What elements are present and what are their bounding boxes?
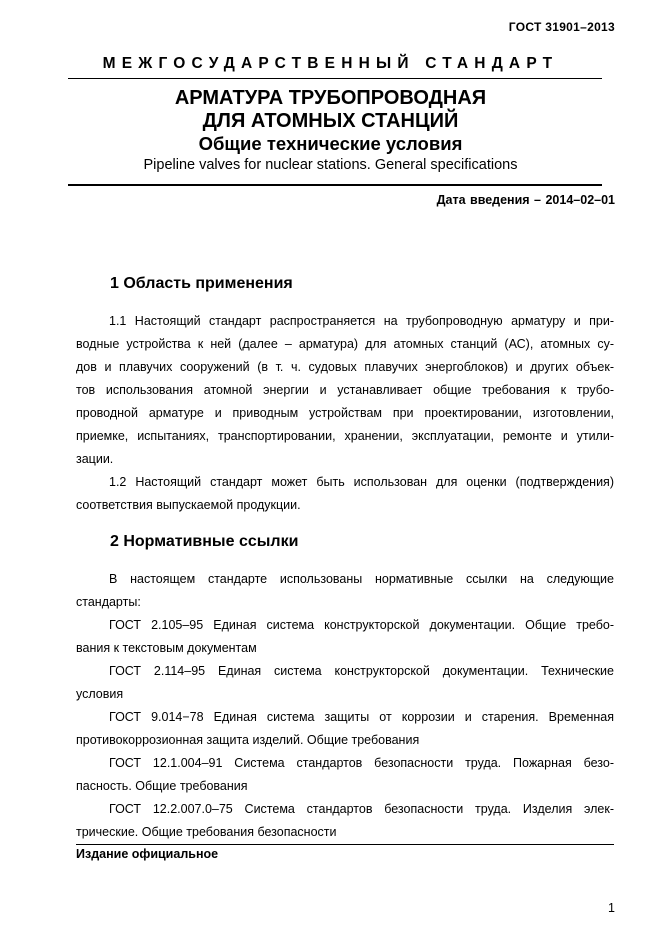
title-line-1: АРМАТУРА ТРУБОПРОВОДНАЯ: [174, 87, 487, 109]
reference-line: условия: [76, 687, 124, 701]
title-bottom-rule: [68, 184, 602, 186]
section-1-heading: 1 Область применения: [110, 275, 293, 292]
paragraph-line: В настоящем стандарте использованы нормативные ссылки на следующие: [109, 572, 614, 586]
paragraph-line: стандарты:: [76, 595, 141, 609]
introduction-date: Дата введения – 2014–02–01: [436, 193, 615, 207]
reference-line: ГОСТ 2.105–95 Единая система конструкторской документации. Общие требо-: [109, 618, 614, 632]
reference-line: ГОСТ 9.014−78 Единая система защиты от коррозии и старения. Временная: [109, 710, 614, 724]
reference-line: ГОСТ 12.1.004–91 Система стандартов безопасности труда. Пожарная безо-: [109, 756, 614, 770]
paragraph-line: 1.1 Настоящий стандарт распространяется на трубопроводную арматуру и при-: [109, 314, 614, 328]
paragraph-line: зации.: [76, 452, 114, 466]
paragraph-line: тов использования атомной энергии и устанавливает общие требования к трубо-: [76, 383, 614, 397]
paragraph-line: соответствия выпускаемой продукции.: [76, 498, 301, 512]
interstate-standard-label: МЕЖГОСУДАРСТВЕННЫЙ СТАНДАРТ: [102, 55, 559, 72]
reference-line: вания к текстовым документам: [76, 641, 257, 655]
footer-rule: [76, 844, 614, 845]
official-edition-note: Издание официальное: [76, 847, 219, 861]
reference-line: трические. Общие требования безопасности: [76, 825, 337, 839]
paragraph-line: 1.2 Настоящий стандарт может быть использован для оценки (подтверждения): [109, 475, 614, 489]
paragraph-line: водные устройства к ней (далее – арматура) для атомных станций (АС), атомных су-: [76, 337, 614, 351]
reference-line: ГОСТ 2.114–95 Единая система конструкторской документации. Технические: [109, 664, 614, 678]
reference-line: ГОСТ 12.2.007.0–75 Система стандартов безопасности труда. Изделия элек-: [109, 802, 614, 816]
section-2-heading: 2 Нормативные ссылки: [110, 533, 299, 550]
reference-line: противокоррозионная защита изделий. Общие требования: [76, 733, 420, 747]
top-rule: [68, 78, 602, 79]
paragraph-line: проводной арматуре и приводным устройствам при проектировании, изготовлении,: [76, 406, 614, 420]
page-number: 1: [608, 901, 615, 915]
reference-line: пасность. Общие требования: [76, 779, 248, 793]
title-english: Pipeline valves for nuclear stations. General specifications: [143, 157, 518, 173]
document-code: ГОСТ 31901–2013: [508, 20, 615, 34]
paragraph-line: приемке, испытаниях, транспортировании, хранении, эксплуатации, ремонте и утили-: [76, 429, 614, 443]
title-line-2: ДЛЯ АТОМНЫХ СТАНЦИЙ: [202, 110, 459, 132]
paragraph-line: дов и плавучих сооружений (в т. ч. судовых плавучих энергоблоков) и других объек-: [76, 360, 614, 374]
title-subtitle: Общие технические условия: [198, 133, 463, 154]
